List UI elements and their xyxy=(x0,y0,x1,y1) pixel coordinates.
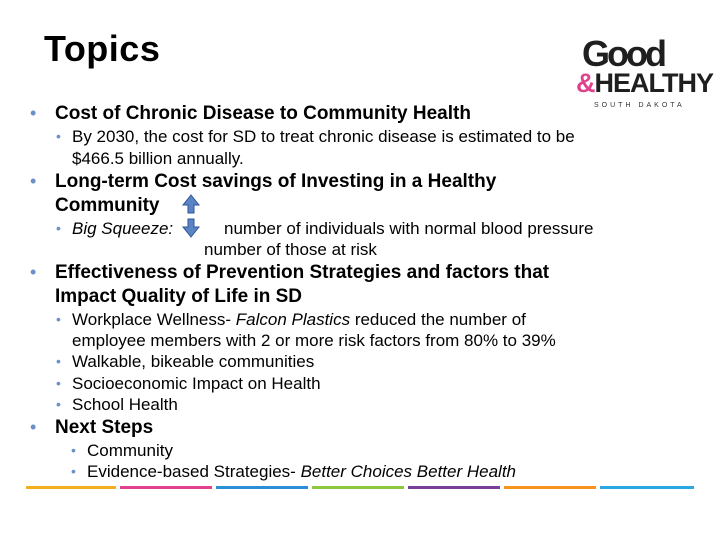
sub-bullet-text: Walkable, bikeable communities xyxy=(72,352,315,371)
sub-bullet-dot: • xyxy=(56,220,61,236)
sub-bullet-2030-cost-cont xyxy=(72,148,244,169)
sub-bullet-dot: • xyxy=(71,442,76,458)
sub-bullet-big-squeeze xyxy=(56,218,174,239)
slide-title: Topics xyxy=(44,28,161,69)
bullet-dot: • xyxy=(30,103,37,123)
bullet-next-steps xyxy=(30,416,154,440)
color-bar-segment xyxy=(120,486,212,489)
evidence-prefix: Evidence-based Strategies- xyxy=(87,462,301,481)
good-and-healthy-logo xyxy=(572,33,713,116)
workplace-suffix: reduced the number of xyxy=(350,310,526,329)
color-bar-segment xyxy=(408,486,500,489)
sub-bullet-dot: • xyxy=(56,311,61,327)
sub-bullet-workplace-wellness xyxy=(56,309,526,330)
bullet-text: Long-term Cost savings of Investing in a Healthy xyxy=(55,171,497,192)
sub-bullet-text: By 2030, the cost for SD to treat chronic disease is estimated to be xyxy=(72,127,575,146)
up-down-arrow-icon xyxy=(180,193,202,239)
workplace-prefix: Workplace Wellness- xyxy=(72,310,236,329)
bullet-text: Next Steps xyxy=(55,417,154,438)
big-squeeze-line1: number of individuals with normal blood pressure xyxy=(224,219,594,238)
bullet-dot: • xyxy=(30,262,37,282)
falcon-plastics: Falcon Plastics xyxy=(235,310,351,329)
sub-bullet-walkable xyxy=(56,351,315,372)
sub-bullet-dot: • xyxy=(56,396,61,412)
sub-bullet-text: Socioeconomic Impact on Health xyxy=(72,374,321,393)
logo-healthy-word: HEALTHY xyxy=(594,68,713,98)
logo-tagline: SOUTH DAKOTA xyxy=(594,102,685,109)
bullet-text: Community xyxy=(55,195,160,216)
sub-bullet-evidence-based xyxy=(71,461,517,482)
bullet-text: Cost of Chronic Disease to Community Health xyxy=(55,103,471,124)
sub-bullet-school-health xyxy=(56,394,178,415)
bullet-prevention-strategies xyxy=(30,261,550,285)
bullet-dot: • xyxy=(30,417,37,437)
sub-bullet-dot: • xyxy=(56,353,61,369)
sub-bullet-text: Community xyxy=(87,441,173,460)
sub-bullet-community xyxy=(71,440,173,461)
better-choices: Better Choices Better Health xyxy=(300,462,517,481)
big-squeeze-label: Big Squeeze: xyxy=(72,219,174,238)
big-squeeze-line2: number of those at risk xyxy=(204,240,377,259)
color-bar-segment xyxy=(600,486,694,489)
bullet-long-term-savings-cont xyxy=(55,194,160,218)
color-bar-segment xyxy=(312,486,404,489)
bullet-prevention-strategies-cont xyxy=(55,285,302,309)
color-bar-segment xyxy=(216,486,308,489)
sub-bullet-text: $466.5 billion annually. xyxy=(72,149,244,168)
color-bar-segment xyxy=(504,486,596,489)
sub-bullet-text: School Health xyxy=(72,395,178,414)
sub-bullet-dot: • xyxy=(71,463,76,479)
bullet-text: Impact Quality of Life in SD xyxy=(55,286,303,307)
bullet-long-term-savings xyxy=(30,170,497,194)
color-bar-segment xyxy=(26,486,116,489)
sub-bullet-2030-cost xyxy=(56,126,575,147)
sub-bullet-dot: • xyxy=(56,128,61,144)
bullet-dot: • xyxy=(30,171,37,191)
sub-bullet-workplace-wellness-cont: employee members with 2 or more risk factors from 80% to 39% xyxy=(72,331,556,350)
bullet-text: Effectiveness of Prevention Strategies and factors that xyxy=(55,262,550,283)
sub-bullet-dot: • xyxy=(56,375,61,391)
logo-good-text: Good xyxy=(582,33,664,74)
sub-bullet-socioeconomic xyxy=(56,373,321,394)
logo-ampersand: & xyxy=(576,68,595,98)
logo-healthy-text xyxy=(576,68,713,98)
bullet-cost-chronic-disease xyxy=(30,102,471,126)
